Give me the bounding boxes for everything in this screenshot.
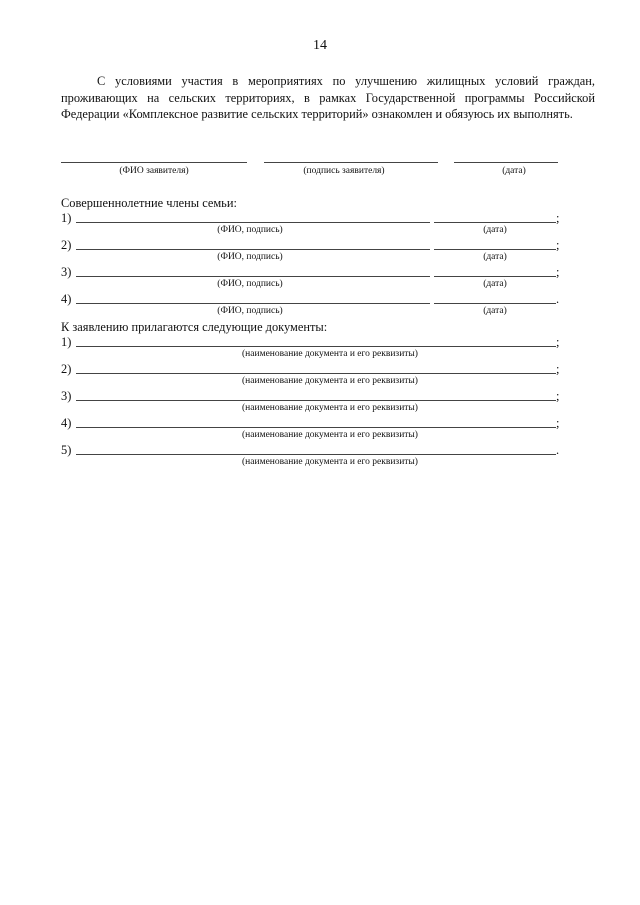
family-member-row-end: ; (556, 265, 560, 279)
document-row-end: ; (556, 389, 560, 403)
documents-heading: К заявлению прилагаются следующие документы: (61, 320, 328, 334)
family-member-date-field[interactable] (434, 303, 556, 304)
document-name-caption: (наименование документа и его реквизиты) (242, 376, 418, 386)
document-name-field[interactable] (76, 373, 556, 374)
document-name-caption: (наименование документа и его реквизиты) (242, 403, 418, 413)
applicant-fio-field[interactable] (61, 162, 247, 163)
document-row-end: ; (556, 416, 560, 430)
family-member-date-caption: (дата) (483, 279, 507, 289)
document-name-caption: (наименование документа и его реквизиты) (242, 457, 418, 467)
document-row-end: . (556, 443, 560, 457)
family-member-fio-caption: (ФИО, подпись) (217, 225, 283, 235)
document-row-end: ; (556, 362, 560, 376)
family-member-row-end: . (556, 292, 560, 306)
document-name-field[interactable] (76, 427, 556, 428)
family-members-heading: Совершеннолетние члены семьи: (61, 196, 237, 210)
family-member-row-end: ; (556, 211, 560, 225)
family-member-fio-field[interactable] (76, 222, 430, 223)
family-member-number: 1) (61, 211, 72, 225)
applicant-signature-field[interactable] (264, 162, 438, 163)
family-member-date-field[interactable] (434, 276, 556, 277)
family-member-fio-caption: (ФИО, подпись) (217, 279, 283, 289)
document-number: 5) (61, 443, 72, 457)
family-member-number: 2) (61, 238, 72, 252)
document-number: 4) (61, 416, 72, 430)
document-row-end: ; (556, 335, 560, 349)
applicant-date-caption: (дата) (502, 166, 526, 176)
family-member-row-end: ; (556, 238, 560, 252)
consent-paragraph: С условиями участия в мероприятиях по улучшению жилищных условий граждан, проживающих на сельских территориях, в рамках Государственной программы Российской Федерации «Комплексное развитие сельских территорий» ознакомлен и обязуюсь их выполнять. (61, 74, 595, 121)
family-member-date-field[interactable] (434, 222, 556, 223)
family-member-number: 4) (61, 292, 72, 306)
family-member-date-field[interactable] (434, 249, 556, 250)
family-member-fio-field[interactable] (76, 303, 430, 304)
document-number: 2) (61, 362, 72, 376)
family-member-fio-field[interactable] (76, 276, 430, 277)
document-name-caption: (наименование документа и его реквизиты) (242, 430, 418, 440)
document-number: 1) (61, 335, 72, 349)
family-member-fio-caption: (ФИО, подпись) (217, 252, 283, 262)
applicant-date-field[interactable] (454, 162, 558, 163)
family-member-date-caption: (дата) (483, 225, 507, 235)
document-name-field[interactable] (76, 400, 556, 401)
family-member-number: 3) (61, 265, 72, 279)
document-name-caption: (наименование документа и его реквизиты) (242, 349, 418, 359)
family-member-fio-caption: (ФИО, подпись) (217, 306, 283, 316)
page-number: 14 (313, 38, 327, 53)
document-name-field[interactable] (76, 454, 556, 455)
document-name-field[interactable] (76, 346, 556, 347)
family-member-date-caption: (дата) (483, 306, 507, 316)
family-member-date-caption: (дата) (483, 252, 507, 262)
applicant-signature-caption: (подпись заявителя) (303, 166, 385, 176)
document-number: 3) (61, 389, 72, 403)
applicant-fio-caption: (ФИО заявителя) (119, 166, 189, 176)
family-member-fio-field[interactable] (76, 249, 430, 250)
